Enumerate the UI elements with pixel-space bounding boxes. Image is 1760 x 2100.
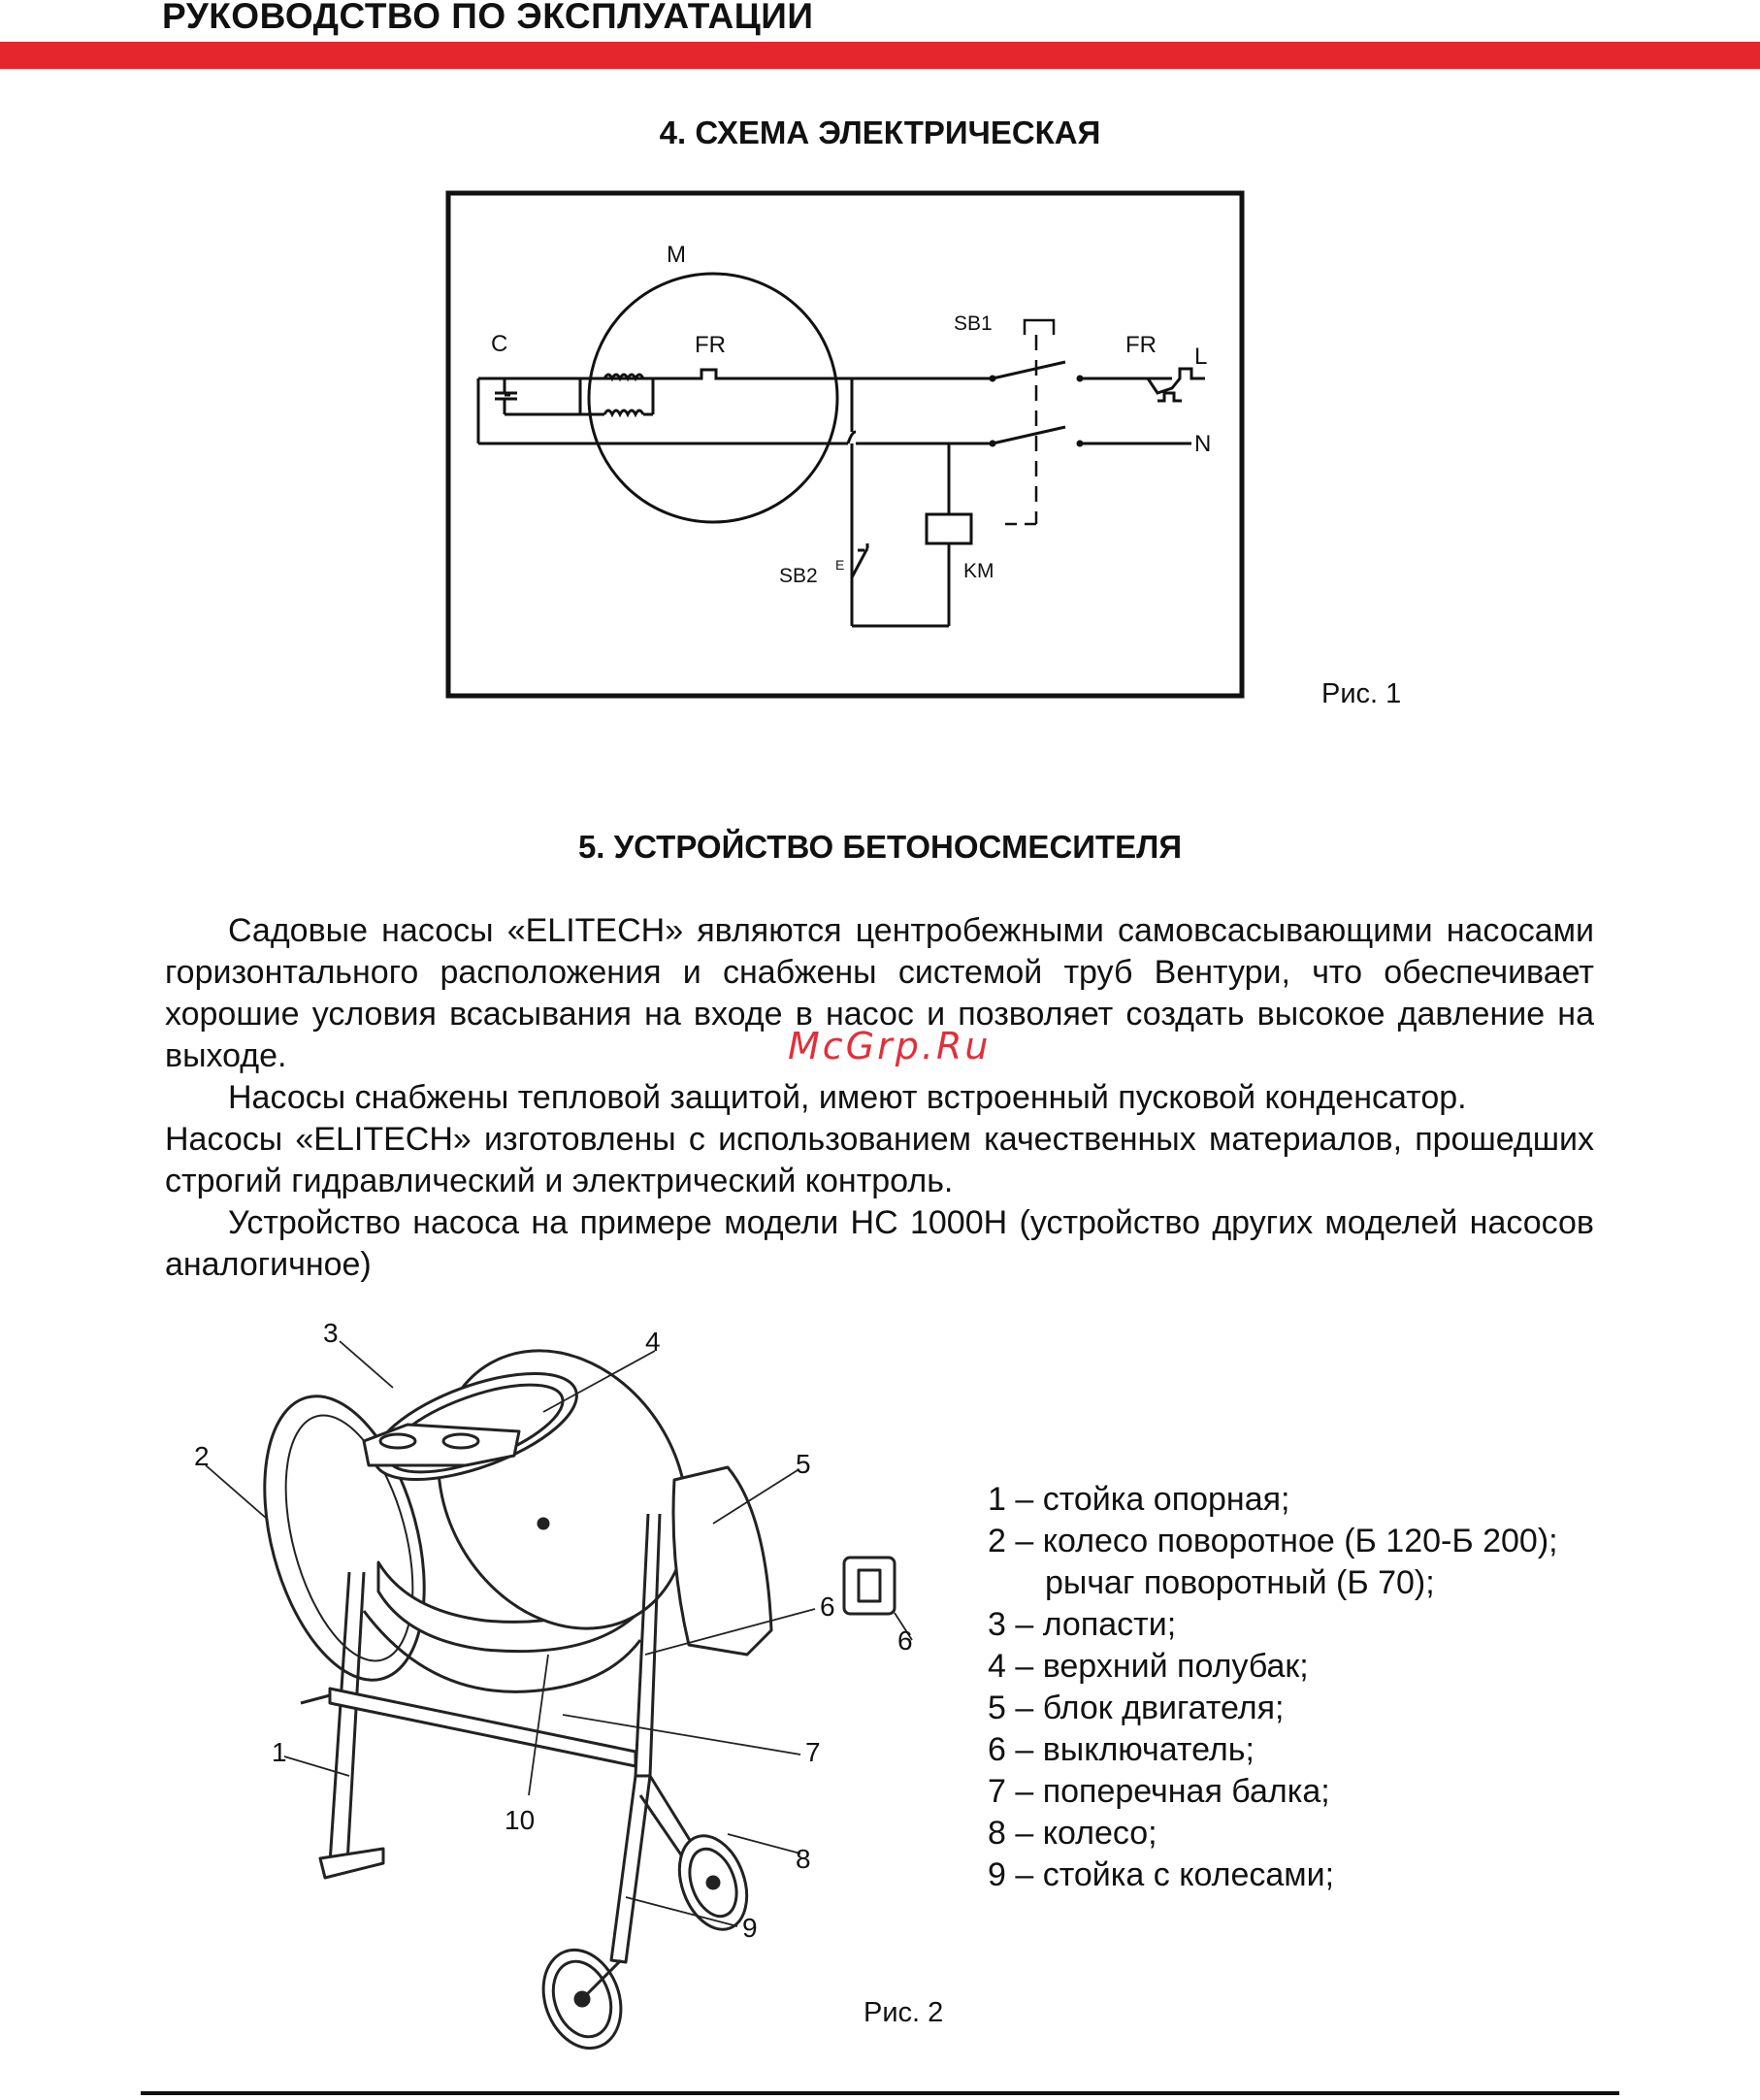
crossbeam: [330, 1689, 636, 1766]
label-motor: M: [667, 242, 686, 268]
legend-item: 8 – колесо;: [988, 1815, 1157, 1852]
header-accent-bar: [0, 42, 1760, 69]
paragraph-3: Насосы «ELITECH» изготовлены с использованием качественных материалов, прошедших строгий гидравлический и электрический контроль.: [165, 1121, 1594, 1199]
callout-2: 2: [194, 1441, 210, 1471]
legend-item: 2 – колесо поворотное (Б 120-Б 200);: [988, 1523, 1558, 1559]
parts-legend: [988, 1479, 1558, 1896]
label-sb1: SB1: [954, 312, 993, 335]
callout-10: 10: [505, 1805, 536, 1835]
section-5-body: [165, 910, 1594, 1286]
callout-8: 8: [796, 1844, 811, 1874]
legend-item: 4 – верхний полубак;: [988, 1648, 1309, 1685]
electrical-schematic: [444, 189, 1246, 702]
legend-item: рычаг поворотный (Б 70);: [1045, 1564, 1435, 1601]
legend-item: 3 – лопасти;: [988, 1606, 1177, 1643]
callout-5: 5: [796, 1449, 811, 1479]
legend-item: 9 – стойка с колесами;: [988, 1856, 1335, 1893]
legend-item: 5 – блок двигателя;: [988, 1690, 1285, 1726]
legend-item: 1 – стойка опорная;: [988, 1481, 1290, 1518]
callout-6b: 6: [897, 1625, 913, 1656]
contactor-coil: [927, 514, 971, 543]
label-fr-internal: FR: [695, 332, 726, 358]
section-4-title: 4. СХЕМА ЭЛЕКТРИЧЕСКАЯ: [659, 115, 1101, 150]
paragraph-2: Насосы снабжены тепловой защитой, имеют встроенный пусковой конденсатор.: [228, 1079, 1467, 1116]
callout-1: 1: [272, 1737, 287, 1767]
page-header-title: РУКОВОДСТВО ПО ЭКСПЛУАТАЦИИ: [162, 0, 814, 36]
label-sb2: SB2: [779, 565, 818, 587]
label-stop-symbol: E: [835, 557, 845, 573]
figure-1-caption: Рис. 1: [1321, 678, 1402, 709]
callout-7: 7: [805, 1737, 821, 1767]
callout-3: 3: [323, 1320, 339, 1348]
section-5-title: 5. УСТРОЙСТВО БЕТОНОСМЕСИТЕЛЯ: [577, 829, 1183, 865]
paragraph-1: Садовые насосы «ELITECH» являются центробежными самовсасывающими насосами горизонтального расположения и снабжены системой труб Вентури, что обеспечивает хорошие условия всасывания на входе в насос и позволяет создать высокое давление на выходе.: [165, 912, 1594, 1074]
callout-4: 4: [645, 1327, 661, 1357]
callout-9: 9: [742, 1913, 758, 1943]
paragraph-4: Устройство насоса на примере модели НС 1000Н (устройство других моделей насосов аналогичное): [165, 1204, 1594, 1283]
label-line: L: [1194, 344, 1208, 370]
callout-6a: 6: [820, 1591, 835, 1622]
watermark: McGrp.Ru: [788, 1025, 992, 1067]
label-km: KM: [963, 560, 994, 582]
footer-rule: [141, 2091, 1619, 2095]
label-capacitor: C: [491, 331, 508, 357]
switch-box: [844, 1558, 895, 1614]
concrete-mixer-illustration: [184, 1320, 931, 2086]
figure-2-caption: Рис. 2: [864, 1997, 944, 2028]
legend-item: 7 – поперечная балка;: [988, 1773, 1330, 1810]
label-neutral: N: [1194, 431, 1212, 457]
label-fr: FR: [1125, 332, 1157, 358]
legend-item: 6 – выключатель;: [988, 1731, 1255, 1768]
motor-circle: [589, 274, 837, 522]
